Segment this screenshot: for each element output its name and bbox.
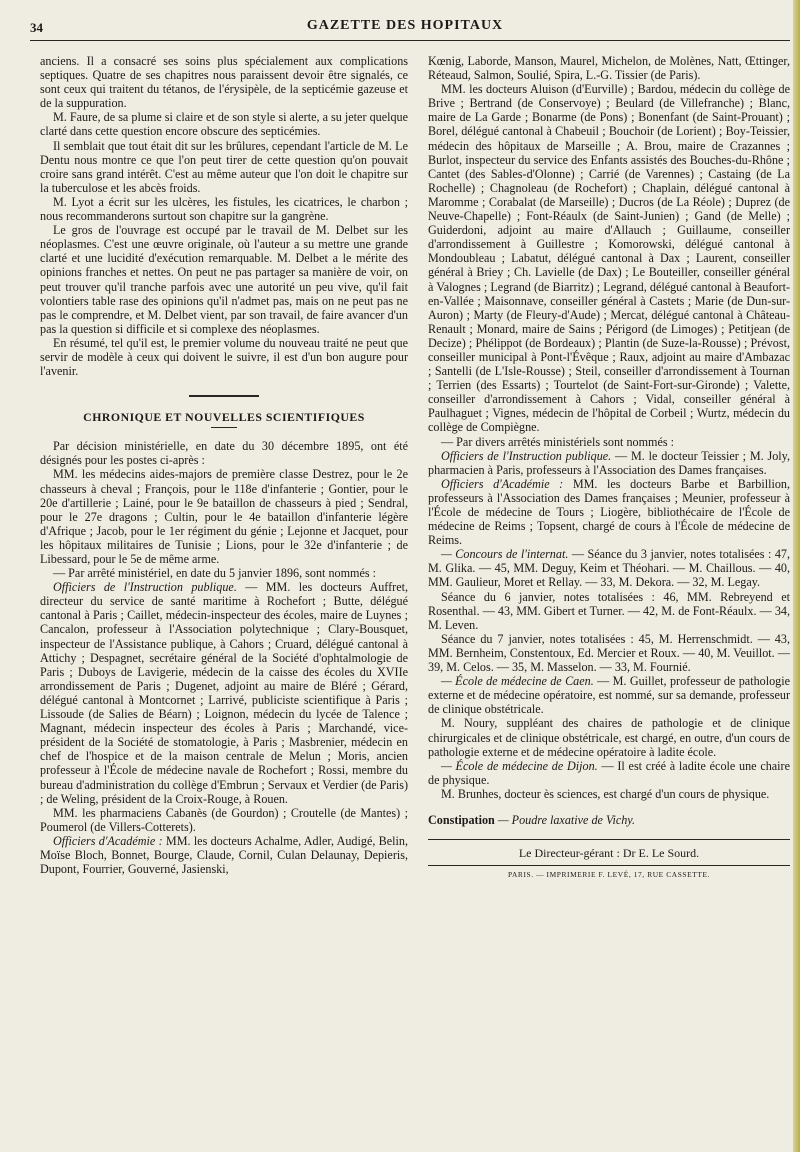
subheading: — École de médecine de Dijon.: [441, 758, 598, 773]
paragraph: [428, 449, 790, 477]
paragraph-text: — M. le docteur Teissier ; M. Joly, pharmacien à Paris, professeurs à l'Association des Dames françaises.: [428, 448, 790, 477]
signature: Le Directeur-gérant : Dr E. Le Sourd.: [518, 846, 700, 861]
article-separator: [189, 395, 259, 397]
paragraph: M. Faure, de sa plume si claire et de son style si alerte, a su jeter quelque clarté dans cette question encore obscure des septicémies.: [40, 110, 408, 139]
paragraph-text: — M. Guillet, professeur de pathologie externe et de médecine opératoire, est nommé, sur sa demande, professeur de clinique obstétricale.: [428, 674, 790, 717]
paragraph: [428, 674, 790, 716]
subheading: Officiers d'Académie :: [441, 476, 564, 491]
paragraph: M. Lyot a écrit sur les ulcères, les fistules, les cicatrices, le charbon ; nous recommanderons surtout son chapitre sur la gangrène.: [40, 194, 408, 224]
subheading: Officiers d'Académie :: [53, 833, 163, 848]
subheading: Officiers de l'Instruction publique.: [53, 580, 237, 595]
paragraph: anciens. Il a consacré ses soins plus spécialement aux complications septiques. Quatre de ses chapitres nous paraissent devoir être signalés, ce sont ceux qui traitent du tétanos, de l'érysipèle, de la septicémie gazeuse et de la suppuration.: [40, 54, 408, 111]
right-column: [428, 54, 790, 1134]
paragraph-text: — MM. les docteurs Auffret, directeur du service de santé maritime à Rochefort ; Butte, délégué cantonal à Paris ; Caillet, médecin-inspecteur des écoles, maire de Luynes ; Cancalon, professeur à l'Association polytechnique ; Clary-Bousquet, inspecteur de l'Assistance publique, à Cahors ; Cruard, délégué cantonal à Attichy ; Despagnet, secrétaire général de la Société d'ophtalmologie de Paris ; Duboys de Lavigerie, médecin de la caisse des écoles du XVIIe arrondissement de Paris ; Dugenet, adjoint au maire de Bléré ; Gérard, délégué cantonal à Montcornet ; Larrivé, publiciste scientifique à Paris ; Lissoude (de Salies de Béarn) ; Loignon, médecin du lycée de Talence ; Magnant, médecin inspecteur des écoles à Paris ; Marchandé, vice-président de la Société de stomatologie, à Paris ; Masbrenier, médecin en chef de l'hospice et de la maison centrale de Melun ; Moris, ancien professeur à l'École de médecine navale de Rochefort ; Rossi, membre du bureau d'administration du collège d'Embrun ; Servaux et Verdier (de Paris) ; de Weling, président de la Croix-Rouge, à Rouen.: [40, 580, 408, 806]
section-title: CHRONIQUE ET NOUVELLES SCIENTIFIQUES: [83, 410, 365, 425]
advertisement: [428, 813, 790, 827]
paragraph-text: MM. les docteurs Achalme, Adler, Audigé, Belin, Moïse Bloch, Bonnet, Bourge, Claude, Cornil, Culan Delaunay, Depieris, Dupont, Fourrier, Gouverné, Jasienski,: [40, 833, 408, 877]
imprint-rule: [428, 865, 790, 866]
subheading: — École de médecine de Caen.: [441, 674, 594, 689]
left-column: [40, 54, 408, 876]
paragraph: MM. les pharmaciens Cabanès (de Gourdon) ; Croutelle (de Mantes) ; Poumerol (de Villers-Cotterets).: [40, 805, 408, 834]
paragraph: Séance du 6 janvier, notes totalisées : 46, MM. Rebreyend et Rosenthal. — 43, MM. Gibert et Turner. — 42, M. de Font-Réaulx. — 34, M. Leven.: [428, 589, 790, 632]
page-edge-binding: [793, 0, 800, 1152]
paragraph: Séance du 7 janvier, notes totalisées : 45, M. Herrenschmidt. — 43, MM. Bernheim, Constentoux, Ed. Mercier et Roux. — 40, M. Veuillot. — 39, M. Celos. — 35, M. Masselon. — 33, M. Fournié.: [428, 631, 790, 675]
paragraph: Il semblait que tout était dit sur les brûlures, cependant l'article de M. Le Dentu nous montre ce que l'on peut tirer de cette question qu'on pouvait croire sans grand intérêt. C'est au même auteur que l'on doit le chapitre sur la tuberculose et les abcès froids.: [40, 138, 408, 195]
advertisement-label: Constipation: [428, 812, 495, 827]
paragraph-text: MM. les docteurs Barbe et Barbillion, professeurs à l'Association des Dames françaises ; Meunier, professeur à l'École de médecine de Tours ; Liogère, bibliothécaire de l'École de médecine de Reims ; Topsent, chargé de cours à l'École de médecine de Reims.: [428, 476, 790, 548]
running-title: GAZETTE DES HOPITAUX: [306, 18, 504, 33]
paragraph: — Par divers arrêtés ministériels sont nommés :: [441, 434, 674, 449]
subheading: Officiers de l'Instruction publique.: [441, 448, 612, 463]
section-rule: [211, 427, 237, 428]
header-rule: [30, 40, 790, 41]
page-number: 34: [30, 20, 43, 35]
page-header: [30, 18, 780, 42]
paragraph: Par décision ministérielle, en date du 30 décembre 1895, ont été désignés pour les postes ci-après :: [40, 439, 408, 468]
paragraph: — Par arrêté ministériel, en date du 5 janvier 1896, sont nommés :: [53, 566, 376, 581]
paragraph: MM. les médecins aides-majors de première classe Destrez, pour le 2e chasseurs à cheval ; François, pour le 118e d'infanterie ; Gontier, pour le 20e d'artillerie ; Lainé, pour le 9e bataillon de chasseurs à pied ; Sendral, pour le 27e dragons ; Cultin, pour le 4e bataillon d'infanterie légère d'Afrique ; Jacob, pour le 1er régiment du génie ; Lejonne et Jacquet, pour les hôpitaux militaires de Tunisie ; Lions, pour le 32e d'infanterie ; de Libessard, pour le 5e de même arme.: [40, 467, 408, 566]
paragraph: [40, 834, 408, 876]
paragraph-text: — Séance du 3 janvier, notes totalisées : 47, M. Glika. — 45, MM. Deguy, Keim et Théohari. — M. Chaillous. — 40, MM. Gaulieur, Moret et Rellay. — 33, M. Dekora. — 32, M. Legay.: [428, 547, 790, 590]
paragraph: [428, 547, 790, 589]
paragraph: M. Brunhes, docteur ès sciences, est chargé d'un cours de physique.: [441, 786, 770, 801]
paragraph: [428, 477, 790, 547]
paragraph: En résumé, tel qu'il est, le premier volume du nouveau traité ne peut que servir de modèle à ceux qui doivent le suivre, il est d'un bon augure pour l'avenir.: [40, 335, 408, 379]
paragraph-text: — Il est créé à ladite école une chaire de physique.: [428, 758, 790, 787]
subheading: — Concours de l'internat.: [441, 547, 569, 562]
paragraph: MM. les docteurs Aluison (d'Eurville) ; Bardou, médecin du collège de Brive ; Bertrand (de Conservoye) ; Beulard (de Villefranche) ; Blanc, maire de La Garde ; Bonarme (de Pons) ; Bonenfant (de Saint-Prouant) ; Borel, délégué cantonal à Chabeuil ; Bouchoir (de Lorient) ; Boy-Teissier, médecin des hôpitaux de Marseille ; A. Brou, maire de Crazannes ; Burlot, inspecteur du service des Enfants assistés des Bouches-du-Rhône ; Cantet (des Sables-d'Olonne) ; Carrié (de Varennes) ; Castaing (de La Rochelle) ; Chagnoleau (de Rochefort) ; Chaplain, délégué cantonal à Maromme ; Corabalat (de Marseille) ; Ducros (de La Réole) ; Duprez (de Neuve-Chapelle) ; Font-Réaulx (de Saint-Junien) ; Gand (de Melle) ; Guiderdoni, adjoint au maire d'Allauch ; Guillaume, conseiller d'arrondissement à Guillestre ; Komorowski, délégué cantonal à Mondoubleau ; Labatut, délégué cantonal à Dax ; Laurent, conseiller général à Briey ; Ch. Lavielle (de Dax) ; Le Bouteiller, conseiller général à Valognes ; Legrand (de Biarritz) ; Legrand, délégué cantonal à Beaufort-en-Vallée ; Maisonnave, conseiller général à Castets ; Marie (de Dun-sur-Auron) ; Marty (de Fleury-d'Aude) ; Mercat, délégué cantonal à Château-Renault ; Monard, maire de Sains ; Périgord (de Limoges) ; Petitjean (de Decize) ; Phélippot (de Bordeaux) ; Plantin (de Suze-la-Rousse) ; Prévost, conseiller municipal à Pont-l'Évêque ; Raux, adjoint au maire d'Ambazac ; Santelli (de L'Isle-Rousse) ; Steil, conseiller d'arrondissement à Tournan ; Terrien (des Essarts) ; Tourtelot (de Saint-Fort-sur-Gironde) ; Valette, conseiller d'arrondissement à Cahors ; Vidal, conseiller général à Paulhaguet ; Vignes, médecin de l'hôpital de Corbeil ; Wurtz, médecin du collège de Compiègne.: [428, 82, 790, 435]
paragraph: M. Noury, suppléant des chaires de pathologie et de clinique chirurgicales et de clinique obstétricale, est chargé, en outre, d'un cours de pathologie externe et de médecine opératoire à ladite école.: [428, 716, 790, 759]
paragraph: [40, 580, 408, 806]
paragraph: Kœnig, Laborde, Manson, Maurel, Michelon, de Molènes, Natt, Œttinger, Réteaud, Salmon, Soulié, Spira, L.-G. Tissier (de Paris).: [428, 54, 790, 83]
paragraph: Le gros de l'ouvrage est occupé par le travail de M. Delbet sur les néoplasmes. C'est une œuvre originale, où l'auteur a su mettre une grande clarté et une lucidité d'exécution remarquable. M. Delbet a le mérite des opinions franches et nettes. On peut ne pas partager sa manière de voir, on peut trouver qu'il tranche parfois avec une autorité un peu vive, qu'il fait volontiers table rase des opinions qu'il n'admet pas, mais on ne peut pas ne pas le comprendre, et M. Delbet vient, par son travail, de faire avancer d'un pas la question si difficile et si complexe des néoplasmes.: [40, 223, 408, 336]
signature-rule: [428, 839, 790, 840]
printer-imprint: PARIS. — IMPRIMERIE F. LEVÉ, 17, RUE CASSETTE.: [507, 870, 711, 880]
advertisement-text: — Poudre laxative de Vichy.: [494, 812, 636, 827]
paragraph: [428, 759, 790, 787]
